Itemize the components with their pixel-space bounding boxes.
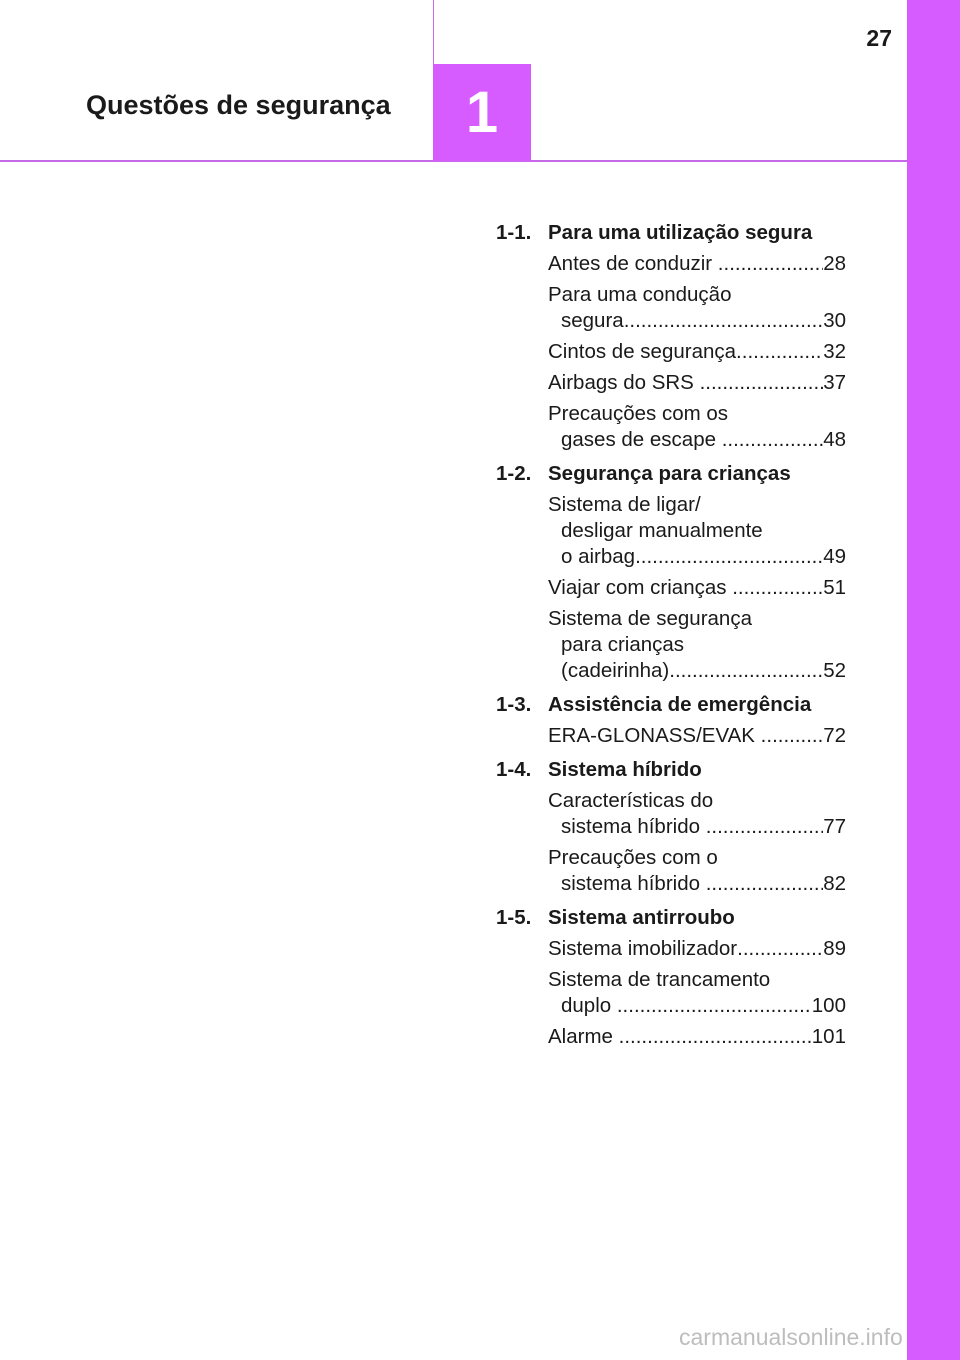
toc-leader-dots (732, 575, 823, 601)
toc-section[interactable] (496, 220, 846, 246)
toc-entry-text: ERA-GLONASS/EVAK (548, 724, 761, 747)
chapter-number: 1 (465, 80, 499, 145)
toc-entry-page: 51 (823, 576, 846, 599)
toc-leader-dots (706, 871, 823, 897)
toc-entry[interactable] (548, 370, 846, 396)
toc-entry[interactable] (548, 723, 846, 749)
toc-entry[interactable] (548, 967, 846, 1019)
chapter-title: Questões de segurança (86, 90, 391, 120)
toc-leader-dots (669, 658, 823, 684)
toc-section-title: Sistema híbrido (548, 758, 702, 781)
toc-entry-text: Sistema de segurança (548, 607, 752, 630)
toc-entry-text: Airbags do SRS (548, 371, 700, 394)
toc-leader-dots (700, 370, 824, 396)
toc-entry-text: segura (561, 309, 624, 332)
toc-entry-page: 30 (823, 309, 846, 332)
toc-entry-page: 101 (811, 1025, 846, 1048)
watermark: carmanualsonline.info (679, 1324, 903, 1350)
toc-entry-text: gases de escape (561, 428, 722, 451)
toc-section[interactable] (496, 692, 846, 718)
toc-entry-page: 48 (823, 428, 846, 451)
toc-section[interactable] (496, 905, 846, 931)
toc-entry-text: o airbag (561, 545, 636, 568)
toc-entry-text: desligar manualmente (561, 519, 763, 542)
toc-entry-text: Sistema imobilizador (548, 937, 738, 960)
toc-leader-dots (624, 308, 824, 334)
toc-leader-dots (706, 814, 823, 840)
toc-leader-dots (718, 251, 823, 277)
toc-entry-text: sistema híbrido (561, 872, 706, 895)
toc-entry[interactable] (548, 606, 846, 684)
toc-entry-text: duplo (561, 994, 617, 1017)
chapter-side-tab (907, 0, 960, 1360)
toc-leader-dots (619, 1024, 812, 1050)
toc-entry-text: Cintos de segurança (548, 340, 737, 363)
toc-entry[interactable] (548, 282, 846, 334)
toc-entry[interactable] (548, 492, 846, 570)
toc-section-number: 1-2. (496, 462, 532, 485)
toc-entry[interactable] (548, 575, 846, 601)
toc-section-title: Sistema antirroubo (548, 906, 735, 929)
toc-entry-text: Precauções com os (548, 402, 729, 425)
toc-entry-text: sistema híbrido (561, 815, 706, 838)
toc-entry[interactable] (548, 845, 846, 897)
toc-entry-text: Para uma condução (548, 283, 732, 306)
toc-entry-page: 89 (823, 937, 846, 960)
toc-entry-text: Sistema de trancamento (548, 968, 771, 991)
toc-leader-dots (722, 427, 823, 453)
toc-leader-dots (736, 339, 823, 365)
toc-entry-page: 100 (811, 994, 846, 1017)
toc-section-number: 1-1. (496, 221, 532, 244)
toc-section-number: 1-3. (496, 693, 532, 716)
toc-section-title: Para uma utilização segura (548, 221, 813, 244)
toc-entry[interactable] (548, 1024, 846, 1050)
toc-leader-dots (635, 544, 823, 570)
header-vertical-divider (433, 0, 434, 64)
toc-leader-dots (761, 723, 824, 749)
toc-entry-text: Precauções com o (548, 846, 718, 869)
toc-entry-text: Alarme (548, 1025, 619, 1048)
toc-entry-page: 32 (823, 340, 846, 363)
toc-section[interactable] (496, 461, 846, 487)
toc-entry-page: 37 (823, 371, 846, 394)
toc-leader-dots (737, 936, 823, 962)
table-of-contents (496, 220, 846, 1050)
toc-leader-dots (617, 993, 812, 1019)
toc-entry-page: 49 (823, 545, 846, 568)
toc-entry[interactable] (548, 339, 846, 365)
toc-entry-text: Antes de conduzir (548, 252, 718, 275)
toc-entry[interactable] (548, 251, 846, 277)
toc-section-number: 1-5. (496, 906, 532, 929)
page-number: 27 (866, 25, 892, 51)
toc-section-title: Segurança para crianças (548, 462, 791, 485)
toc-entry-page: 77 (823, 815, 846, 838)
toc-section-title: Assistência de emergência (548, 693, 812, 716)
chapter-number-box (433, 64, 531, 161)
toc-section-number: 1-4. (496, 758, 532, 781)
toc-entry-text: (cadeirinha) (561, 659, 670, 682)
toc-entry-text: Características do (548, 789, 714, 812)
toc-entry[interactable] (548, 788, 846, 840)
toc-entry-text: Sistema de ligar/ (548, 493, 701, 516)
toc-entry-page: 52 (823, 659, 846, 682)
toc-entry[interactable] (548, 401, 846, 453)
toc-entry-page: 72 (823, 724, 846, 747)
toc-section[interactable] (496, 757, 846, 783)
toc-entry-text: Viajar com crianças (548, 576, 733, 599)
toc-entry-page: 28 (823, 252, 846, 275)
toc-entry-text: para crianças (561, 633, 685, 656)
toc-entry-page: 82 (823, 872, 846, 895)
toc-entry[interactable] (548, 936, 846, 962)
